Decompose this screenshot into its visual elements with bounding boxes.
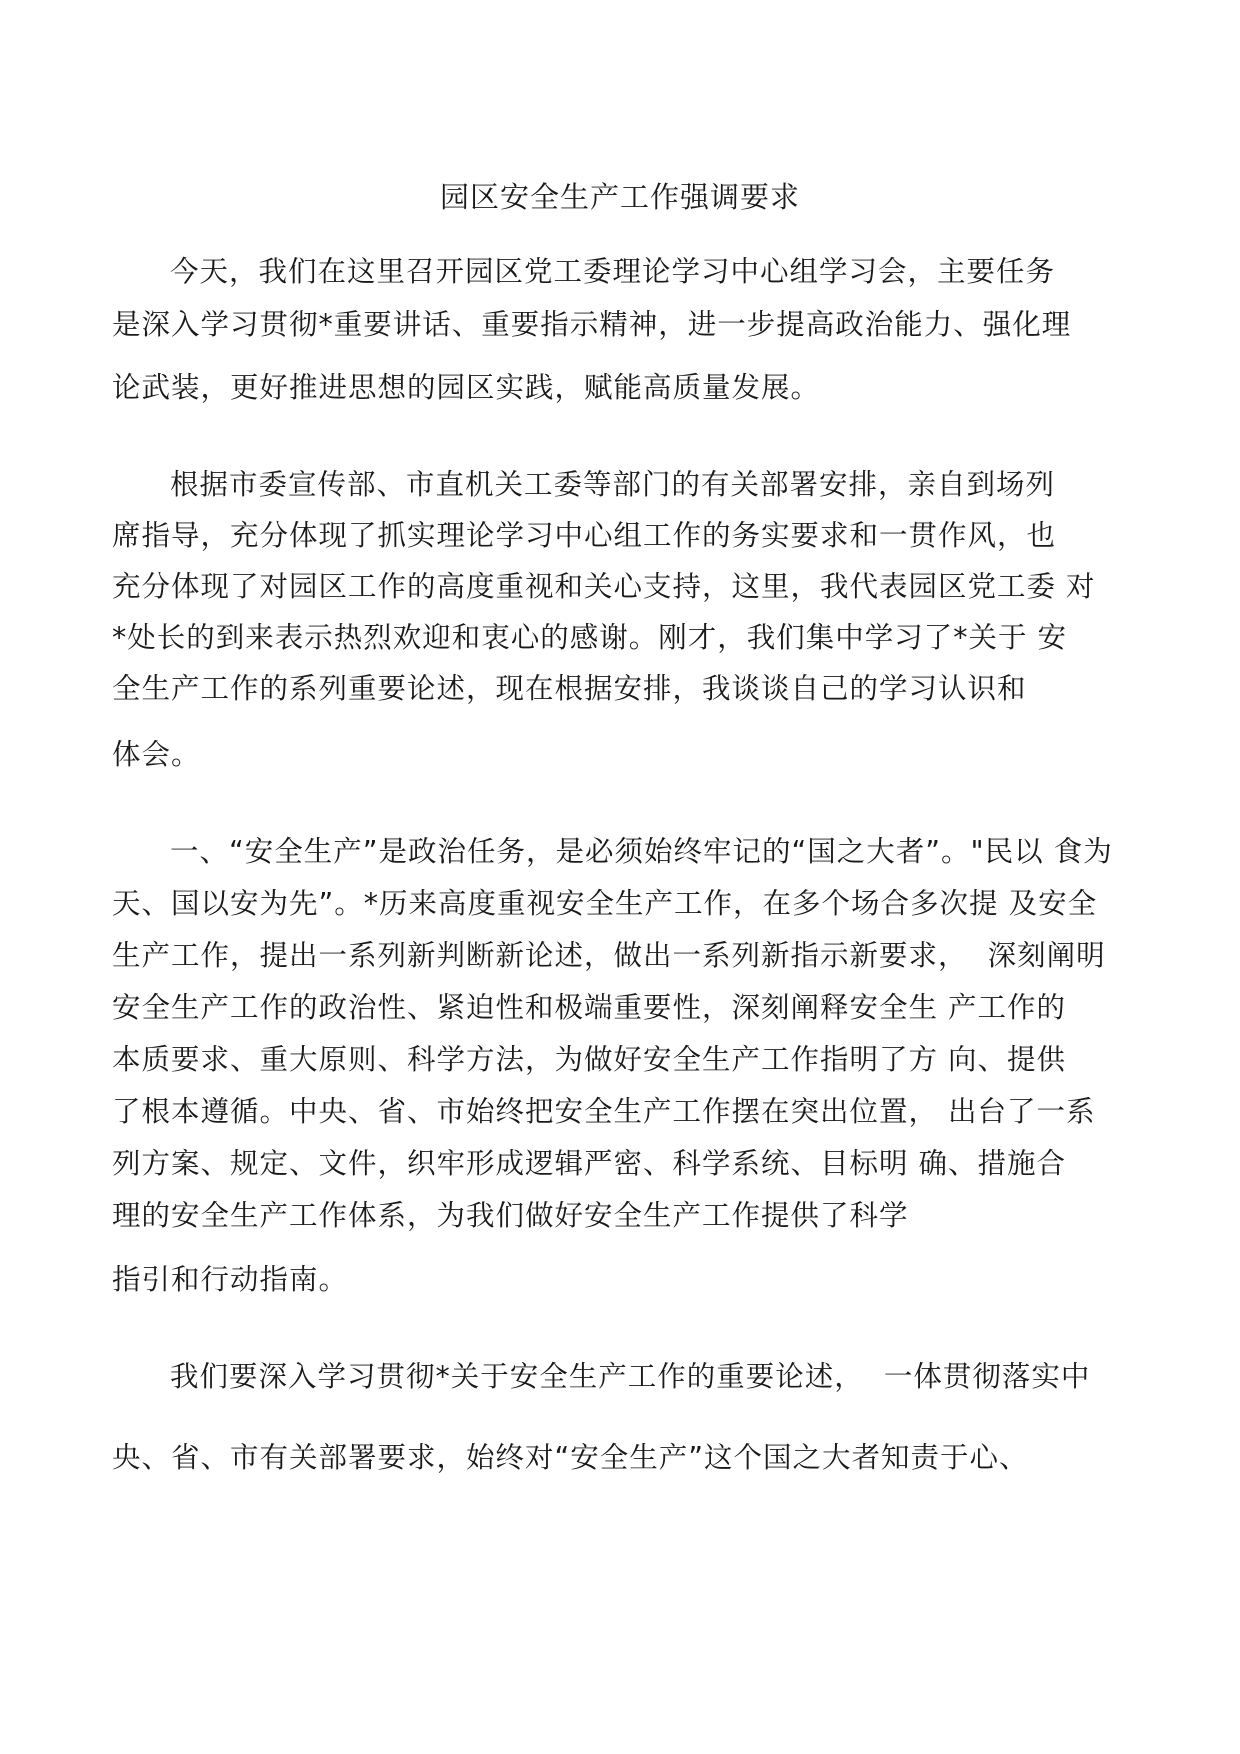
paragraph-2-line-1: 根据市委宣传部、市直机关工委等部门的有关部署安排，亲自到场列: [170, 468, 1056, 501]
paragraph-4-line-2: 央、省、市有关部署要求，始终对“安全生产”这个国之大者知责于心、: [112, 1441, 1029, 1474]
paragraph-1-line-2: 是深入学习贯彻*重要讲话、重要指示精神，进一步提高政治能力、强化理: [112, 308, 1072, 341]
paragraph-3-line-4: 安全生产工作的政治性、紧迫性和极端重要性，深刻阐释安全生 产工作的: [112, 991, 1067, 1024]
paragraph-3-line-7: 列方案、规定、文件，织牢形成逻辑严密、科学系统、目标明 确、措施合: [112, 1147, 1067, 1180]
paragraph-2-line-2: 席指导，充分体现了抓实理论学习中心组工作的务实要求和一贯作风，也: [112, 519, 1057, 552]
paragraph-2-line-5: 全生产工作的系列重要论述，现在根据安排，我谈谈自己的学习认识和: [112, 672, 1027, 705]
paragraph-3-line-5: 本质要求、重大原则、科学方法，为做好安全生产工作指明了方 向、提供: [112, 1043, 1067, 1076]
paragraph-3-line-1: 一、“安全生产”是政治任务，是必须始终牢记的“国之大者”。"民以 食为: [170, 835, 1113, 868]
paragraph-1-line-3: 论武装，更好推进思想的园区实践，赋能高质量发展。: [112, 371, 821, 404]
paragraph-3-line-8: 理的安全生产工作体系，为我们做好安全生产工作提供了科学: [112, 1199, 909, 1232]
paragraph-3-line-3: 生产工作，提出一系列新判断新论述，做出一系列新指示新要求， 深刻阐明: [112, 939, 1106, 972]
paragraph-2-line-3: 充分体现了对园区工作的高度重视和关心支持，这里，我代表园区党工委 对: [112, 570, 1096, 603]
paragraph-4-line-1: 我们要深入学习贯彻*关于安全生产工作的重要论述， 一体贯彻落实中: [170, 1360, 1091, 1393]
paragraph-3-line-9: 指引和行动指南。: [112, 1263, 349, 1296]
paragraph-2-line-6: 体会。: [112, 738, 201, 771]
paragraph-2-line-4: *处长的到来表示热烈欢迎和衷心的感谢。刚才，我们集中学习了*关于 安: [112, 621, 1068, 654]
paragraph-3-line-2: 天、国以安为先”。*历来高度重视安全生产工作，在多个场合多次提 及安全: [112, 887, 1098, 920]
paragraph-1-line-1: 今天，我们在这里召开园区党工委理论学习中心组学习会，主要任务: [170, 255, 1056, 288]
document-title: 园区安全生产工作强调要求: [439, 180, 800, 214]
paragraph-3-line-6: 了根本遵循。中央、省、市始终把安全生产工作摆在突出位置， 出台了一系: [112, 1095, 1096, 1128]
